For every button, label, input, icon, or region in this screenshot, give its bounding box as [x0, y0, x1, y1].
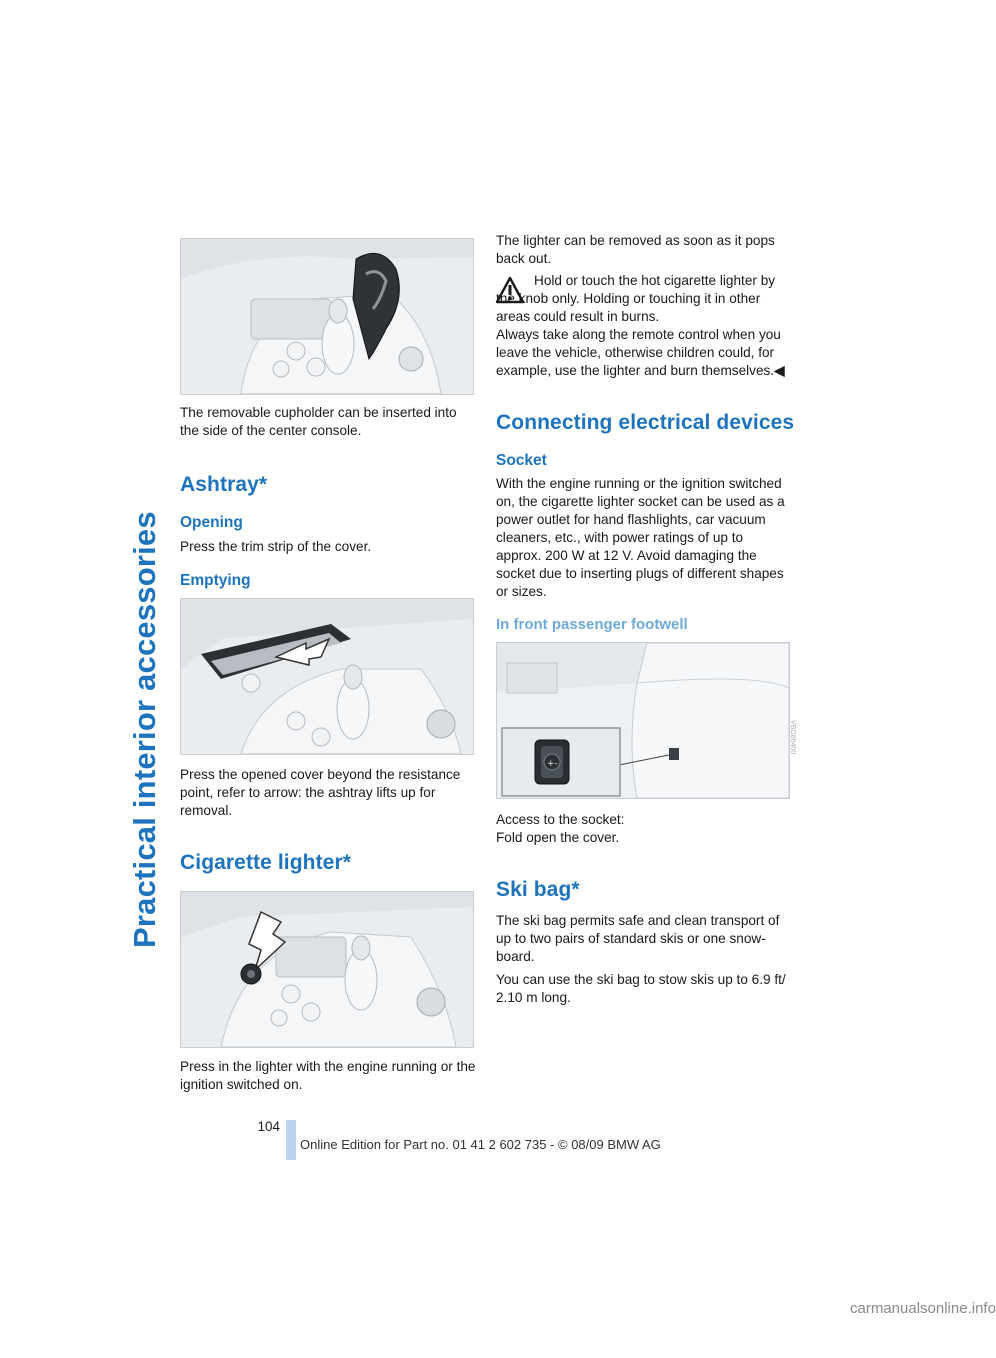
footwell-heading: In front passenger footwell — [496, 616, 688, 633]
ashtray-figure — [180, 598, 474, 755]
socket-text: With the engine running or the ignition switched on, the cigarette lighter socket can be used as a power outlet for hand flashlights, car vacuum cleaners, etc., with power ratings of up to approx. 200 W at 12 V. Avoid damaging the socket due to inserting plugs of different shapes or sizes. — [496, 476, 785, 599]
socket-heading: Socket — [496, 452, 547, 469]
skibag-heading: Ski bag* — [496, 878, 580, 901]
skibag-text-2: You can use the ski bag to stow skis up to 6.9 ft/ 2.10 m long. — [496, 972, 786, 1005]
lighter-heading: Cigarette lighter* — [180, 851, 351, 874]
access-text-2: Fold open the cover. — [496, 830, 620, 845]
figure-code: VBG86400 — [789, 720, 796, 755]
svg-text:+‑: +‑ — [547, 759, 558, 769]
warning-text-2-body: Always take along the remote control when you leave the vehicle, otherwise children could, for example, use the lighter and burn themselves. — [496, 327, 781, 378]
page-number: 104 — [257, 1119, 280, 1134]
opening-text: Press the trim strip of the cover. — [180, 539, 372, 554]
footwell-socket-figure — [496, 642, 790, 799]
footer-bar — [286, 1120, 296, 1160]
emptying-heading: Emptying — [180, 572, 251, 589]
emptying-text: Press the opened cover beyond the resistance point, refer to arrow: the ashtray lifts up for removal. — [180, 767, 461, 818]
warning-text-2 — [496, 326, 792, 380]
chapter-title-text: Practical interior accessories — [127, 511, 162, 948]
opening-heading: Opening — [180, 514, 243, 531]
watermark: carmanualsonline.info — [850, 1300, 996, 1317]
chapter-side-title — [124, 228, 166, 948]
skibag-text-1: The ski bag permits safe and clean transport of up to two pairs of standard skis or one snow-board. — [496, 913, 780, 964]
lighter-removed-text: The lighter can be removed as soon as it pops back out. — [496, 233, 775, 266]
lighter-text: Press in the lighter with the engine running or the ignition switched on. — [180, 1059, 476, 1092]
cupholder-figure — [180, 238, 474, 395]
footer-edition-text: Online Edition for Part no. 01 41 2 602 735 - © 08/09 BMW AG — [300, 1137, 661, 1152]
ashtray-heading: Ashtray* — [180, 473, 268, 496]
end-marker: ◀ — [774, 363, 785, 378]
cupholder-caption: The removable cupholder can be inserted into the side of the center console. — [180, 405, 457, 438]
warning-text: Hold or touch the hot cigarette lighter by the knob only. Holding or touching it in other areas could result in burns. — [496, 273, 776, 324]
access-text-1: Access to the socket: — [496, 812, 625, 827]
lighter-figure — [180, 891, 474, 1048]
connecting-heading: Connecting electrical devices — [496, 411, 795, 434]
